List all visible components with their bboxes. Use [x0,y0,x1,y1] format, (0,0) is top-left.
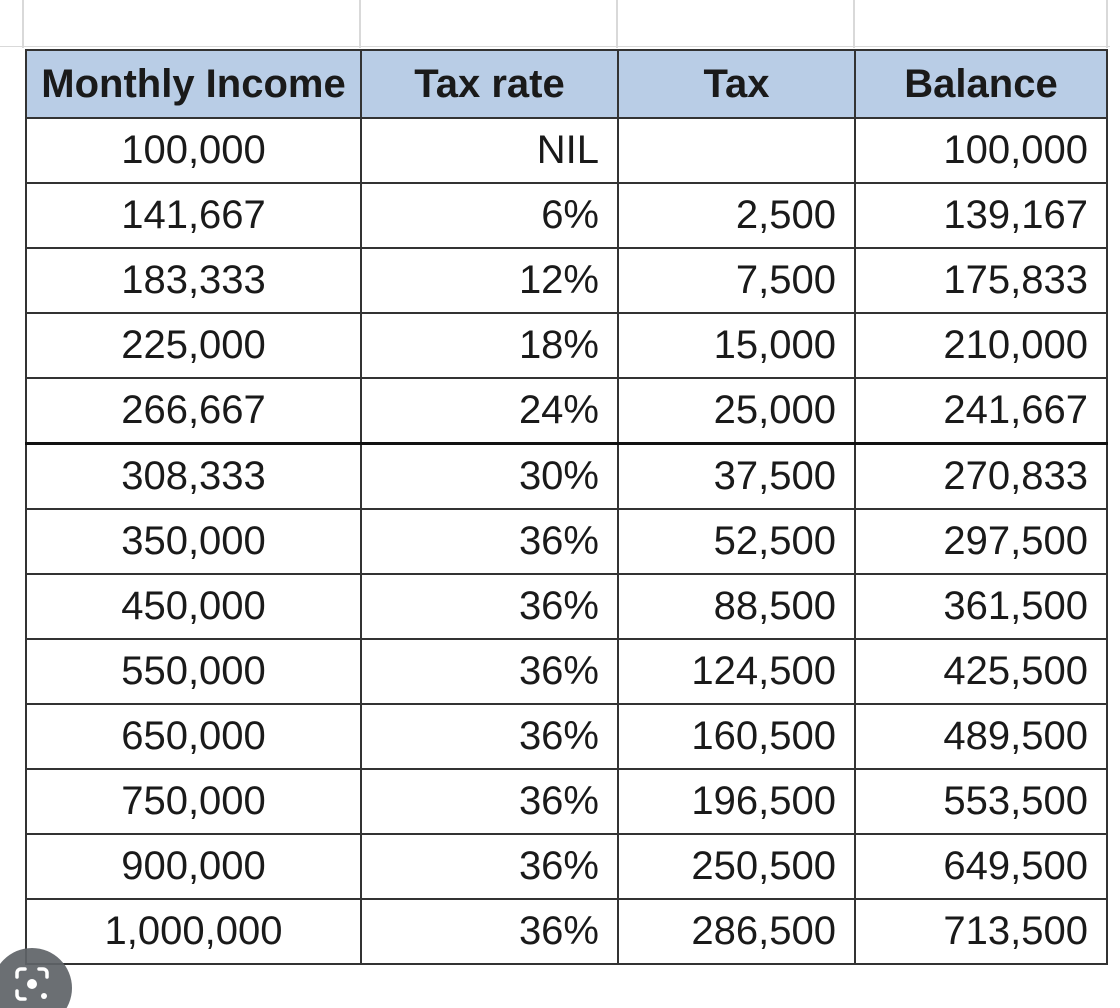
cell-balance: 713,500 [855,899,1107,964]
cell-balance: 210,000 [855,313,1107,378]
sheet-gridline [0,46,1110,47]
cell-tax: 7,500 [618,248,855,313]
table-row [26,248,1107,313]
cell-tax: 160,500 [618,704,855,769]
cell-monthly-income: 450,000 [26,574,361,639]
cell-monthly-income: 308,333 [26,444,361,510]
cell-monthly-income: 550,000 [26,639,361,704]
cell-balance: 649,500 [855,834,1107,899]
table-row [26,574,1107,639]
cell-tax-rate: 36% [361,899,618,964]
cell-tax-rate: 24% [361,378,618,444]
sheet-gridline [1106,0,1108,48]
table-row [26,704,1107,769]
table-row [26,313,1107,378]
cell-tax: 2,500 [618,183,855,248]
header-tax-rate: Tax rate [361,50,618,118]
cell-tax [618,118,855,183]
sheet-gridline [853,0,855,48]
table-row [26,444,1107,510]
cell-tax: 286,500 [618,899,855,964]
cell-tax: 52,500 [618,509,855,574]
cell-monthly-income: 650,000 [26,704,361,769]
cell-balance: 270,833 [855,444,1107,510]
cell-monthly-income: 350,000 [26,509,361,574]
table-row [26,769,1107,834]
table-row [26,639,1107,704]
cell-tax-rate: 36% [361,704,618,769]
cell-tax: 250,500 [618,834,855,899]
header-monthly-income: Monthly Income [26,50,361,118]
table-row [26,183,1107,248]
table-row [26,118,1107,183]
table-row [26,378,1107,444]
cell-balance: 100,000 [855,118,1107,183]
cell-monthly-income: 266,667 [26,378,361,444]
cell-tax-rate: 36% [361,834,618,899]
cell-tax-rate: 36% [361,769,618,834]
cell-tax-rate: 30% [361,444,618,510]
cell-balance: 139,167 [855,183,1107,248]
table-row [26,509,1107,574]
sheet-gridline [616,0,618,48]
cell-tax: 88,500 [618,574,855,639]
cell-tax-rate: NIL [361,118,618,183]
cell-balance: 361,500 [855,574,1107,639]
cell-tax: 25,000 [618,378,855,444]
cell-balance: 297,500 [855,509,1107,574]
cell-tax: 196,500 [618,769,855,834]
cell-tax-rate: 36% [361,509,618,574]
header-row [26,50,1107,118]
header-balance: Balance [855,50,1107,118]
cell-tax-rate: 36% [361,639,618,704]
cell-tax-rate: 12% [361,248,618,313]
sheet-gridline [22,0,24,48]
header-tax: Tax [618,50,855,118]
table-row [26,899,1107,964]
cell-monthly-income: 183,333 [26,248,361,313]
cell-balance: 553,500 [855,769,1107,834]
cell-tax: 124,500 [618,639,855,704]
cell-monthly-income: 141,667 [26,183,361,248]
cell-monthly-income: 1,000,000 [26,899,361,964]
cell-balance: 425,500 [855,639,1107,704]
cell-tax-rate: 6% [361,183,618,248]
cell-tax-rate: 18% [361,313,618,378]
cell-tax: 15,000 [618,313,855,378]
cell-balance: 175,833 [855,248,1107,313]
cell-balance: 489,500 [855,704,1107,769]
sheet-gridline [359,0,361,48]
cell-monthly-income: 750,000 [26,769,361,834]
table-row [26,834,1107,899]
lens-search-icon [14,966,50,1002]
tax-table [25,49,1108,965]
cell-monthly-income: 225,000 [26,313,361,378]
cell-monthly-income: 100,000 [26,118,361,183]
cell-monthly-income: 900,000 [26,834,361,899]
cell-balance: 241,667 [855,378,1107,444]
cell-tax-rate: 36% [361,574,618,639]
cell-tax: 37,500 [618,444,855,510]
